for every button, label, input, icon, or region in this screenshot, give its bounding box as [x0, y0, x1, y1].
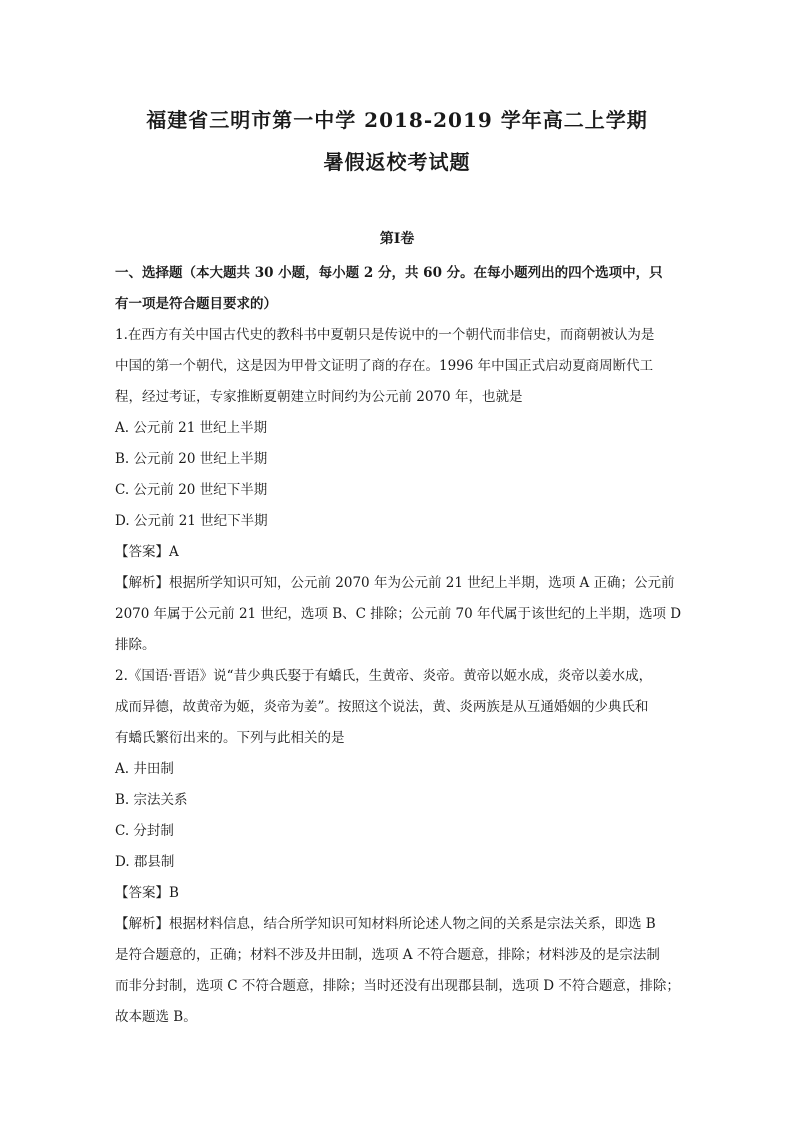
question-2 [115, 661, 685, 1033]
option-a: A. 井田制 [115, 761, 174, 777]
analysis-line: 是符合题意的，正确；材料不涉及井田制，选项 A 不符合题意，排除；材料涉及的是宗法制 [115, 947, 660, 963]
question-1 [115, 320, 685, 661]
analysis-line: 2070 年属于公元前 21 世纪，选项 B、C 排除；公元前 70 年代属于该世纪的上半期，选项 D [115, 606, 682, 622]
analysis-line: 而非分封制，选项 C 不符合题意，排除；当时还没有出现郡县制，选项 D 不符合题意，排除； [115, 978, 680, 994]
option-b: B. 公元前 20 世纪上半期 [115, 451, 268, 467]
option-a: A. 公元前 21 世纪上半期 [115, 420, 268, 436]
option-c: C. 分封制 [115, 823, 174, 839]
option-d: D. 公元前 21 世纪下半期 [115, 513, 268, 529]
option-c: C. 公元前 20 世纪下半期 [115, 482, 268, 498]
exam-content [115, 258, 685, 1033]
document-subtitle: 暑假返校考试题 [323, 150, 471, 174]
analysis-line: 【解析】根据材料信息，结合所学知识可知材料所论述人物之间的关系是宗法关系，即选 B [115, 916, 656, 932]
question-stem-line: 成而异德，故黄帝为姬，炎帝为姜”。按照这个说法，黄、炎两族是从互通婚姻的少典氏和 [115, 699, 649, 715]
analysis-line: 故本题选 B。 [115, 1009, 197, 1025]
question-stem-line: 2.《国语·晋语》说“昔少典氏娶于有蟜氏，生黄帝、炎帝。黄帝以姬水成，炎帝以姜水成， [115, 668, 653, 684]
volume-heading: 第Ⅰ卷 [379, 231, 415, 247]
option-b: B. 宗法关系 [115, 792, 188, 808]
answer-line: 【答案】B [115, 885, 179, 901]
analysis-line: 排除。 [115, 637, 156, 653]
analysis-line: 【解析】根据所学知识可知，公元前 2070 年为公元前 21 世纪上半期，选项 A 正确；公元前 [115, 575, 675, 591]
answer-line: 【答案】A [115, 544, 179, 560]
section-instructions-cont: 有一项是符合题目要求的） [115, 296, 277, 312]
document-title: 福建省三明市第一中学 2018-2019 学年高二上学期 [146, 108, 648, 132]
option-d: D. 郡县制 [115, 854, 175, 870]
question-stem-line: 有蟜氏繁衍出来的。下列与此相关的是 [115, 730, 345, 746]
question-stem-line: 程，经过考证，专家推断夏朝建立时间约为公元前 2070 年，也就是 [115, 389, 523, 405]
section-instructions: 一、选择题（本大题共 30 小题，每小题 2 分，共 60 分。在每小题列出的四个选项中，只 [115, 265, 663, 281]
question-stem-line: 中国的第一个朝代，这是因为甲骨文证明了商的存在。1996 年中国正式启动夏商周断代工 [115, 358, 654, 374]
question-stem-line: 1.在西方有关中国古代史的教科书中夏朝只是传说中的一个朝代而非信史，而商朝被认为是 [115, 327, 655, 343]
